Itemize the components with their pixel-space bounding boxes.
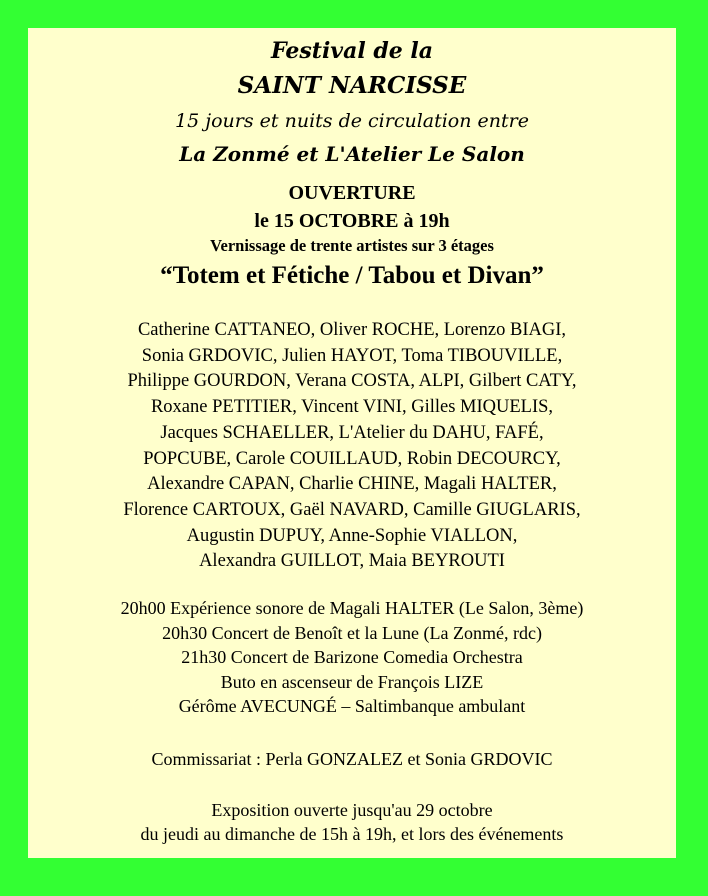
vernissage-text: Vernissage de trente artistes sur 3 étages xyxy=(210,236,494,255)
festival-title-line1: Festival de la xyxy=(270,38,434,64)
festival-title-line2: SAINT NARCISSE xyxy=(237,72,467,99)
curators-text: Commissariat : Perla GONZALEZ et Sonia GRDOVIC xyxy=(151,749,553,769)
festival-subtitle: 15 jours et nuits de circulation entre xyxy=(175,110,529,132)
exhibition-theme: “Totem et Fétiche / Tabou et Divan” xyxy=(160,262,544,289)
opening-date: le 15 OCTOBRE à 19h xyxy=(254,210,450,232)
exhibition-hours xyxy=(28,798,676,846)
program-item: Buto en ascenseur de François LIZE xyxy=(220,671,484,692)
artist-line: Augustin DUPUY, Anne-Sophie VIALLON, xyxy=(186,525,518,546)
artist-line: Sonia GRDOVIC, Julien HAYOT, Toma TIBOUVILLE, xyxy=(141,345,563,366)
artist-line: Philippe GOURDON, Verana COSTA, ALPI, Gilbert CATY, xyxy=(127,371,577,392)
program-list xyxy=(28,596,676,719)
artist-line: Florence CARTOUX, Gaël NAVARD, Camille GIUGLARIS, xyxy=(123,499,581,520)
program-item: 20h00 Expérience sonore de Magali HALTER (Le Salon, 3ème) xyxy=(120,598,584,618)
artist-line: Alexandre CAPAN, Charlie CHINE, Magali HALTER, xyxy=(147,474,557,495)
program-item: 20h30 Concert de Benoît et la Lune (La Zonmé, rdc) xyxy=(162,622,542,643)
exhibition-line1: Exposition ouverte jusqu'au 29 octobre xyxy=(211,800,493,820)
artist-line: Jacques SCHAELLER, L'Atelier du DAHU, FAFÉ, xyxy=(160,422,544,443)
program-item: 21h30 Concert de Barizone Comedia Orchestra xyxy=(181,647,523,667)
artist-line: Roxane PETITIER, Vincent VINI, Gilles MIQUELIS, xyxy=(150,397,554,418)
poster xyxy=(28,28,676,858)
opening-title: OUVERTURE xyxy=(288,182,416,204)
exhibition-line2: du jeudi au dimanche de 15h à 19h, et lors des événements xyxy=(140,824,564,844)
artist-line: Catherine CATTANEO, Oliver ROCHE, Lorenzo BIAGI, xyxy=(137,320,567,340)
program-item: Gérôme AVECUNGÉ – Saltimbanque ambulant xyxy=(178,696,526,716)
festival-venues: La Zonmé et L'Atelier Le Salon xyxy=(179,142,525,166)
artist-line: POPCUBE, Carole COUILLAUD, Robin DECOURCY, xyxy=(143,448,561,469)
artist-line: Alexandra GUILLOT, Maia BEYROUTI xyxy=(199,551,505,572)
artists-list xyxy=(28,318,676,575)
